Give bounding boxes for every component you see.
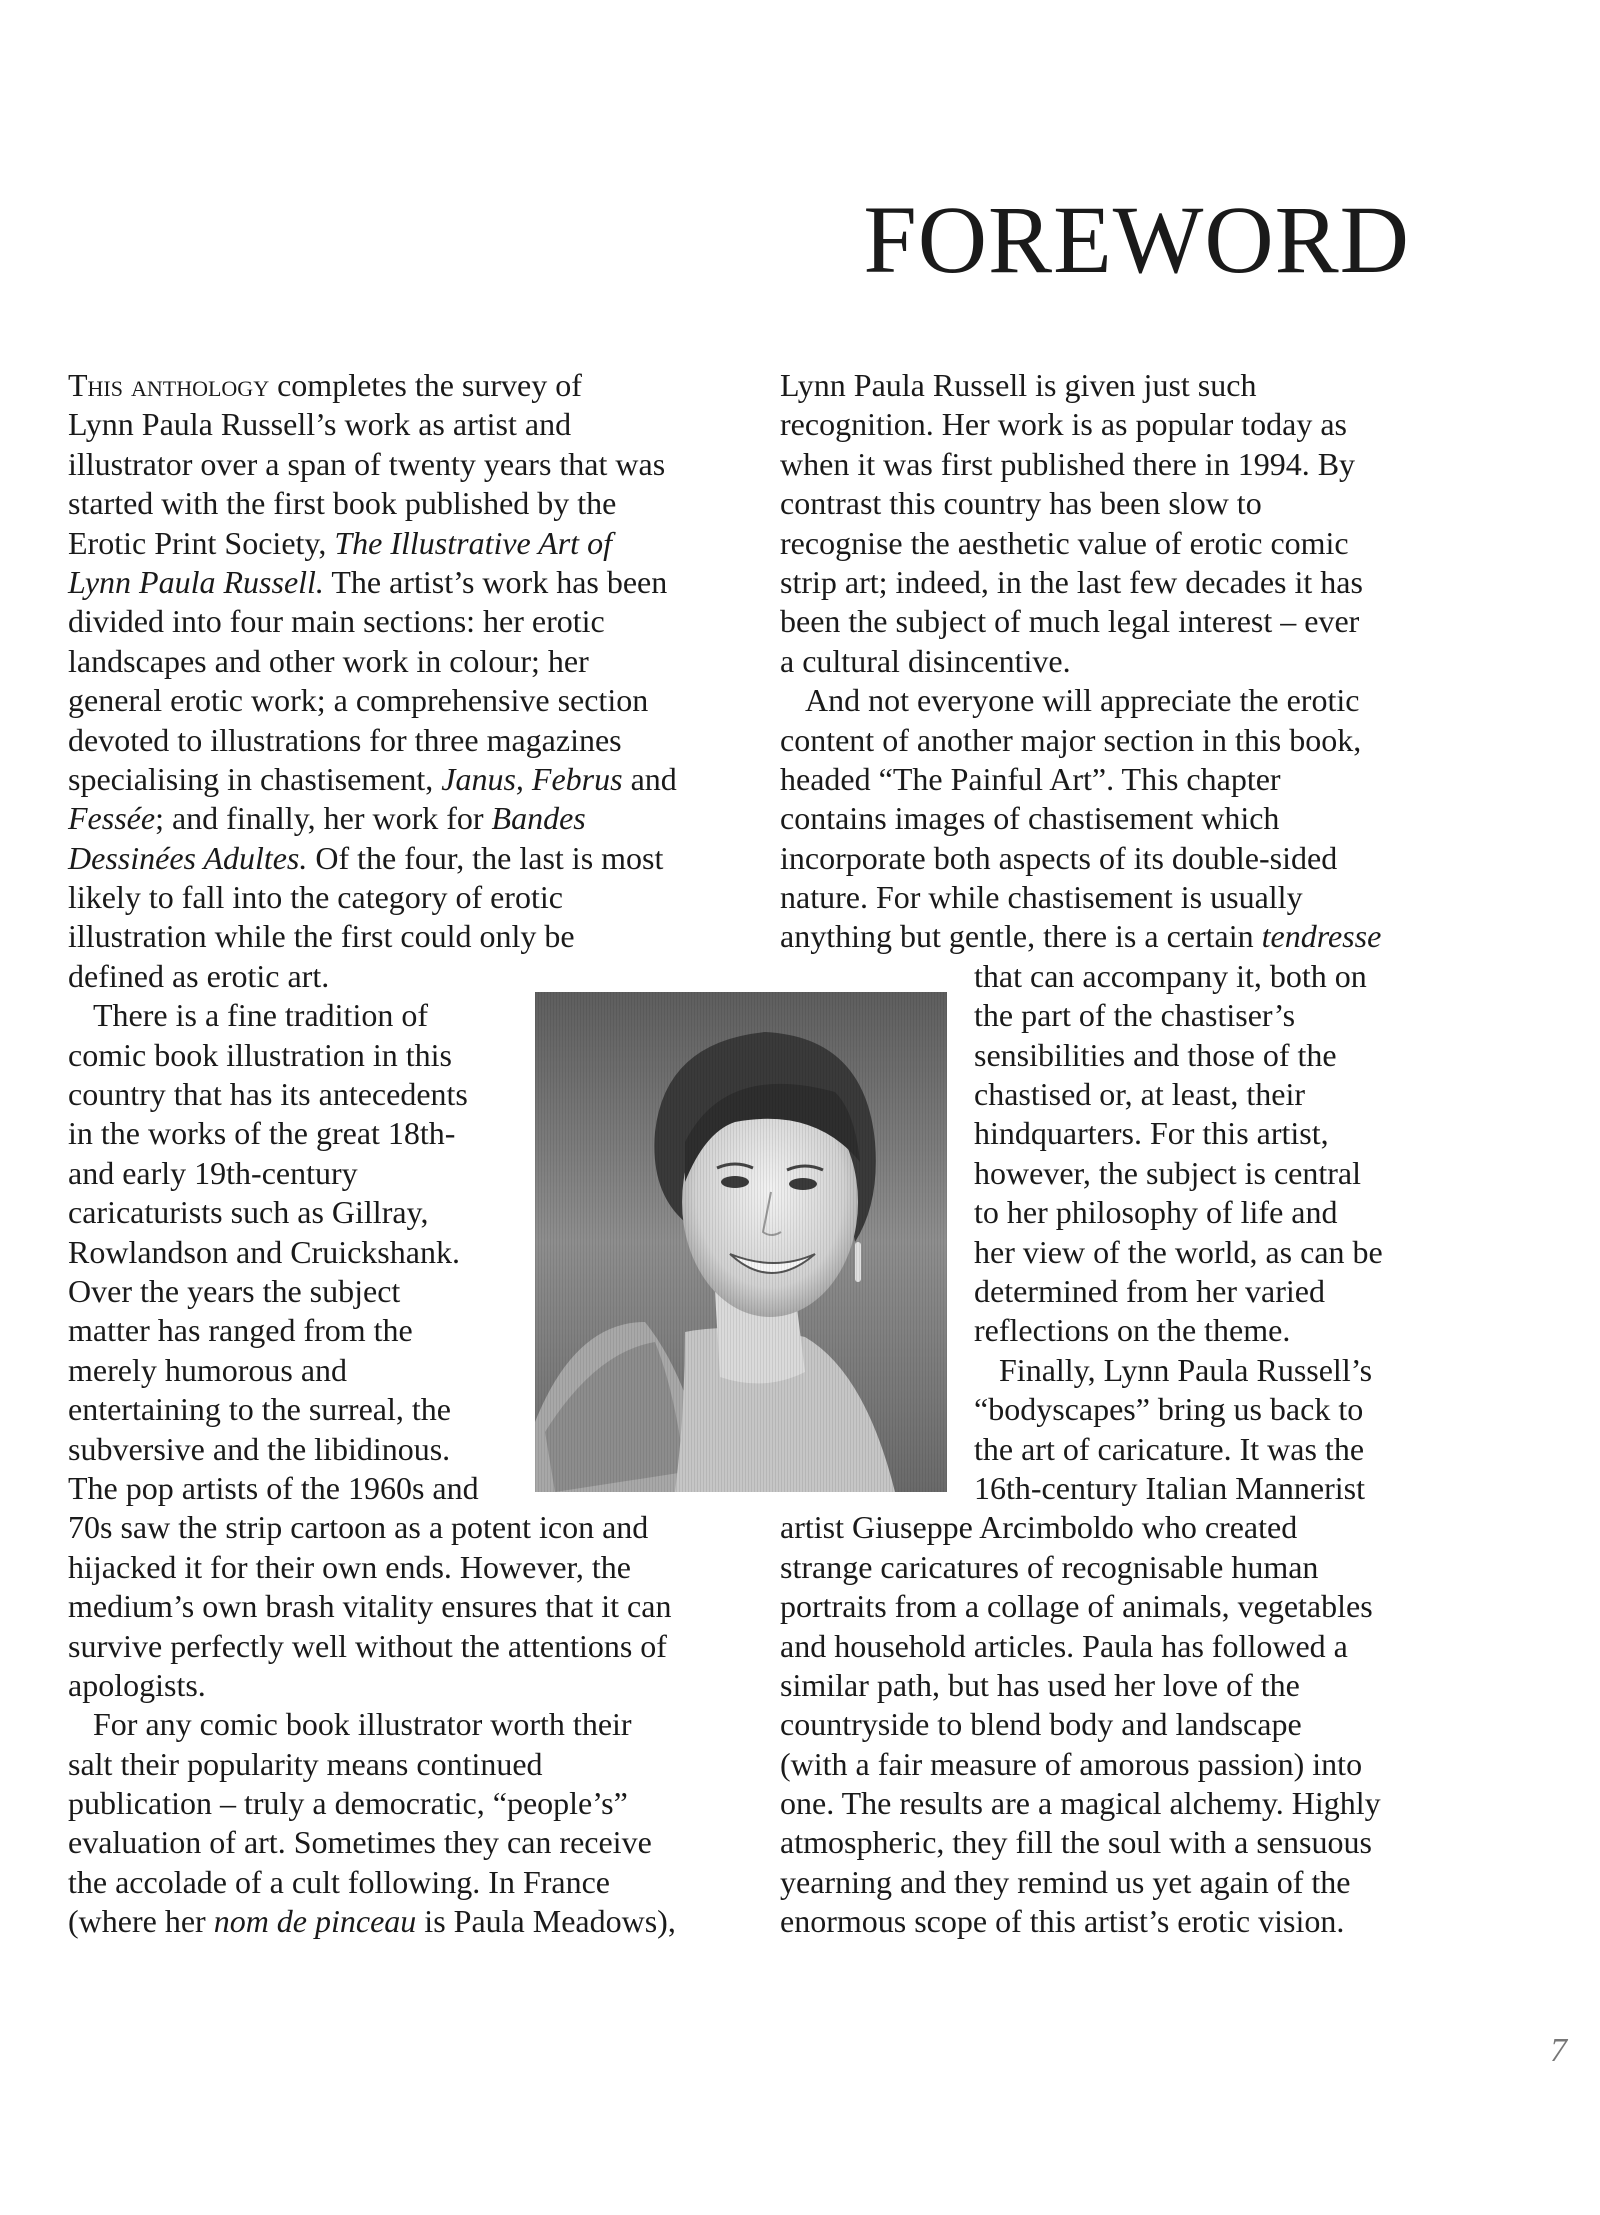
text-line: specialising in chastisement, Janus, Februs and: [68, 760, 677, 797]
text-line: sensibilities and those of the: [974, 1036, 1337, 1073]
text-line: recognition. Her work is as popular today as: [780, 406, 1347, 443]
text-line: Dessinées Adultes. Of the four, the last is most: [68, 839, 664, 876]
text-line: the part of the chastiser’s: [974, 997, 1296, 1034]
text-line: that can accompany it, both on: [974, 957, 1367, 994]
text-line: And not everyone will appreciate the erotic: [805, 682, 1360, 719]
text-line: There is a fine tradition of: [93, 997, 428, 1034]
text-line: anything but gentle, there is a certain tendresse: [780, 918, 1382, 955]
text-line: defined as erotic art.: [68, 957, 330, 994]
text-line: Rowlandson and Cruickshank.: [68, 1233, 460, 1270]
text-line: divided into four main sections: her erotic: [68, 603, 605, 640]
text-line: reflections on the theme.: [974, 1312, 1291, 1349]
text-line: yearning and they remind us yet again of the: [780, 1863, 1351, 1900]
text-line: artist Giuseppe Arcimboldo who created: [780, 1509, 1298, 1546]
magazine-title: Fessée: [68, 800, 156, 837]
text-line: This anthology completes the survey of: [68, 367, 582, 403]
left-column: [68, 366, 708, 1942]
text-line: Fessée; and finally, her work for Bandes: [68, 800, 586, 837]
text-line: strange caricatures of recognisable human: [780, 1548, 1319, 1585]
text-line: illustration while the first could only be: [68, 918, 575, 955]
text-line: to her philosophy of life and: [974, 1194, 1338, 1231]
text-line: countryside to blend body and landscape: [780, 1706, 1302, 1743]
text-line: and early 19th-century: [68, 1154, 358, 1191]
text-line: however, the subject is central: [974, 1154, 1362, 1191]
text-line: entertaining to the surreal, the: [68, 1391, 451, 1428]
text-line: similar path, but has used her love of the: [780, 1666, 1300, 1703]
text-line: evaluation of art. Sometimes they can receive: [68, 1824, 652, 1861]
text-line: (where her nom de pinceau is Paula Meadows),: [68, 1903, 676, 1940]
lead-in: This anthology: [68, 367, 270, 403]
text-line: Lynn Paula Russell’s work as artist and: [68, 406, 572, 443]
text-line: devoted to illustrations for three magazines: [68, 721, 622, 758]
text-line: contrast this country has been slow to: [780, 485, 1262, 522]
text-line: Finally, Lynn Paula Russell’s: [999, 1351, 1373, 1388]
page-title: FOREWORD: [863, 186, 1410, 293]
text-line: comic book illustration in this: [68, 1036, 452, 1073]
text-line: headed “The Painful Art”. This chapter: [780, 760, 1281, 797]
text-line: (with a fair measure of amorous passion) into: [780, 1745, 1363, 1782]
text-line: apologists.: [68, 1666, 206, 1703]
magazine-title: Dessinées Adultes.: [68, 839, 308, 876]
page-number: 7: [1550, 2032, 1567, 2069]
text-line: contains images of chastisement which: [780, 800, 1280, 837]
text-line: content of another major section in this book,: [780, 721, 1362, 758]
text-line: hindquarters. For this artist,: [974, 1115, 1329, 1152]
magazine-title: Bandes: [491, 800, 586, 837]
text-line: caricaturists such as Gillray,: [68, 1194, 429, 1231]
text-line: 16th-century Italian Mannerist: [974, 1469, 1365, 1506]
text-line: in the works of the great 18th-: [68, 1115, 456, 1152]
text-line: hijacked it for their own ends. However, the: [68, 1548, 631, 1585]
text-line: salt their popularity means continued: [68, 1745, 543, 1782]
text-line: country that has its antecedents: [68, 1076, 468, 1113]
text-line: matter has ranged from the: [68, 1312, 413, 1349]
text-line: portraits from a collage of animals, vegetables: [780, 1588, 1373, 1625]
text-line: merely humorous and: [68, 1351, 348, 1388]
text-line: illustrator over a span of twenty years that was: [68, 445, 666, 482]
book-title: Lynn Paula Russell.: [68, 563, 324, 600]
text-line: survive perfectly well without the attentions of: [68, 1627, 667, 1664]
text-line: Over the years the subject: [68, 1272, 401, 1309]
text-line: one. The results are a magical alchemy. Highly: [780, 1785, 1381, 1822]
text-line: Lynn Paula Russell is given just such: [780, 367, 1257, 403]
text-line: her view of the world, as can be: [974, 1233, 1383, 1270]
text-line: Lynn Paula Russell. The artist’s work has been: [68, 563, 668, 600]
text-line: nature. For while chastisement is usually: [780, 879, 1303, 916]
text-line: been the subject of much legal interest – ever: [780, 603, 1360, 640]
text-line: atmospheric, they fill the soul with a sensuous: [780, 1824, 1372, 1861]
text-line: general erotic work; a comprehensive section: [68, 682, 649, 719]
right-column: [780, 366, 1420, 1942]
text-line: publication – truly a democratic, “people’s”: [68, 1785, 628, 1822]
text-line: For any comic book illustrator worth their: [93, 1706, 632, 1743]
pen-name-phrase: nom de pinceau: [213, 1903, 417, 1940]
text-line: Erotic Print Society, The Illustrative Art of: [68, 524, 612, 561]
text-line: The pop artists of the 1960s and: [68, 1469, 479, 1506]
text-line: determined from her varied: [974, 1272, 1325, 1309]
text-line: the art of caricature. It was the: [974, 1430, 1365, 1467]
text-line: started with the first book published by the: [68, 485, 617, 522]
text-line: incorporate both aspects of its double-sided: [780, 839, 1338, 876]
text-line: chastised or, at least, their: [974, 1076, 1306, 1113]
text-line: a cultural disincentive.: [780, 642, 1071, 679]
text-line: when it was first published there in 1994. By: [780, 445, 1356, 482]
text-line: enormous scope of this artist’s erotic vision.: [780, 1903, 1345, 1940]
text-line: likely to fall into the category of erotic: [68, 879, 563, 916]
text-line: landscapes and other work in colour; her: [68, 642, 589, 679]
text-line: medium’s own brash vitality ensures that it can: [68, 1588, 672, 1625]
tendresse-word: tendresse: [1261, 918, 1382, 955]
book-title: The Illustrative Art of: [334, 524, 612, 561]
magazine-titles: Janus, Februs: [441, 760, 623, 797]
text-line: strip art; indeed, in the last few decades it has: [780, 563, 1363, 600]
text-line: “bodyscapes” bring us back to: [974, 1391, 1364, 1428]
text-line: and household articles. Paula has followed a: [780, 1627, 1348, 1664]
text-line: the accolade of a cult following. In France: [68, 1863, 610, 1900]
text-line: subversive and the libidinous.: [68, 1430, 451, 1467]
text-line: recognise the aesthetic value of erotic comic: [780, 524, 1349, 561]
text-line: 70s saw the strip cartoon as a potent icon and: [68, 1509, 649, 1546]
